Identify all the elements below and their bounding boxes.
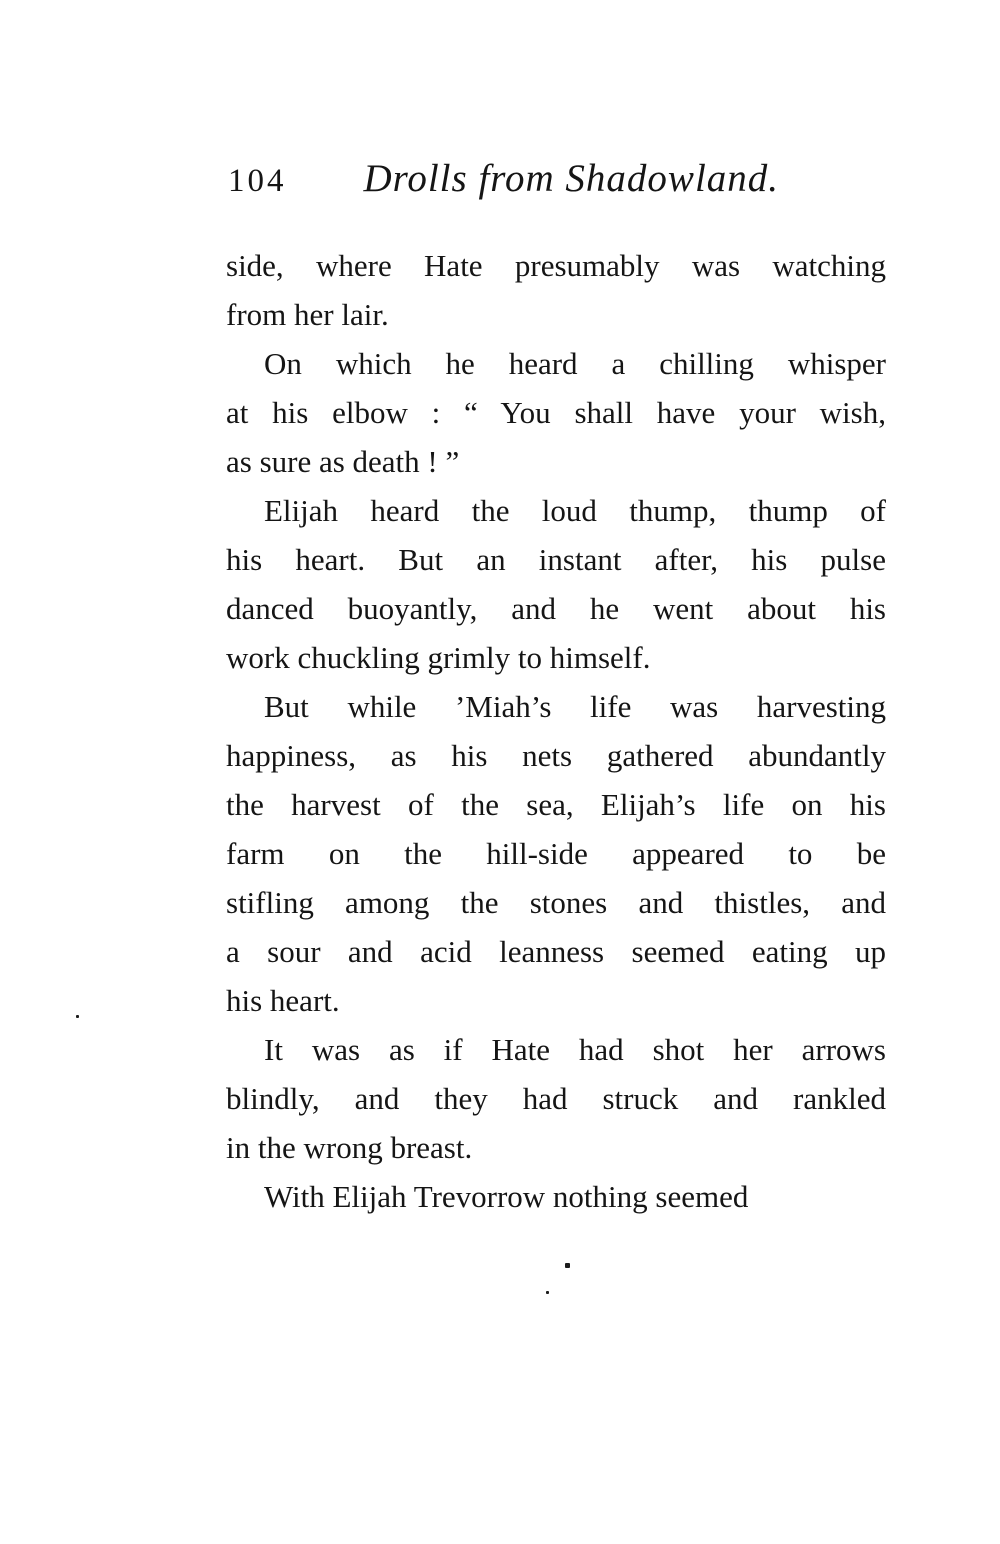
page-number: 104: [228, 163, 287, 199]
text-line: With Elijah Trevorrow nothing seemed: [264, 1179, 749, 1214]
text-line: from her lair.: [226, 297, 389, 332]
running-title: Drolls from Shadowland.: [363, 157, 780, 200]
text-line: But while ’Miah’s life was harvesting: [264, 689, 886, 724]
text-line: his heart. But an instant after, his pulse: [226, 542, 886, 577]
text-line: the harvest of the sea, Elijah’s life on his: [226, 787, 886, 822]
body-text: [226, 241, 886, 1221]
text-line: side, where Hate presumably was watching: [226, 248, 886, 283]
text-line: blindly, and they had struck and rankled: [226, 1081, 886, 1116]
ink-speck: [76, 1015, 79, 1018]
text-line: danced buoyantly, and he went about his: [226, 591, 886, 626]
text-line: On which he heard a chilling whisper: [264, 346, 886, 381]
text-line: Elijah heard the loud thump, thump of: [264, 493, 886, 528]
text-line: at his elbow : “ You shall have your wish,: [226, 395, 886, 430]
text-line: work chuckling grimly to himself.: [226, 640, 651, 675]
text-line: in the wrong breast.: [226, 1130, 473, 1165]
text-line: farm on the hill-side appeared to be: [226, 836, 886, 871]
text-line: happiness, as his nets gathered abundantly: [226, 738, 886, 773]
text-line: a sour and acid leanness seemed eating up: [226, 934, 886, 969]
page-header: [228, 156, 886, 201]
text-line: It was as if Hate had shot her arrows: [264, 1032, 886, 1067]
ink-speck: [565, 1263, 570, 1268]
text-line: his heart.: [226, 983, 340, 1018]
text-line: as sure as death ! ”: [226, 444, 460, 479]
text-line: stifling among the stones and thistles, and: [226, 885, 886, 920]
ink-speck: [546, 1291, 549, 1294]
